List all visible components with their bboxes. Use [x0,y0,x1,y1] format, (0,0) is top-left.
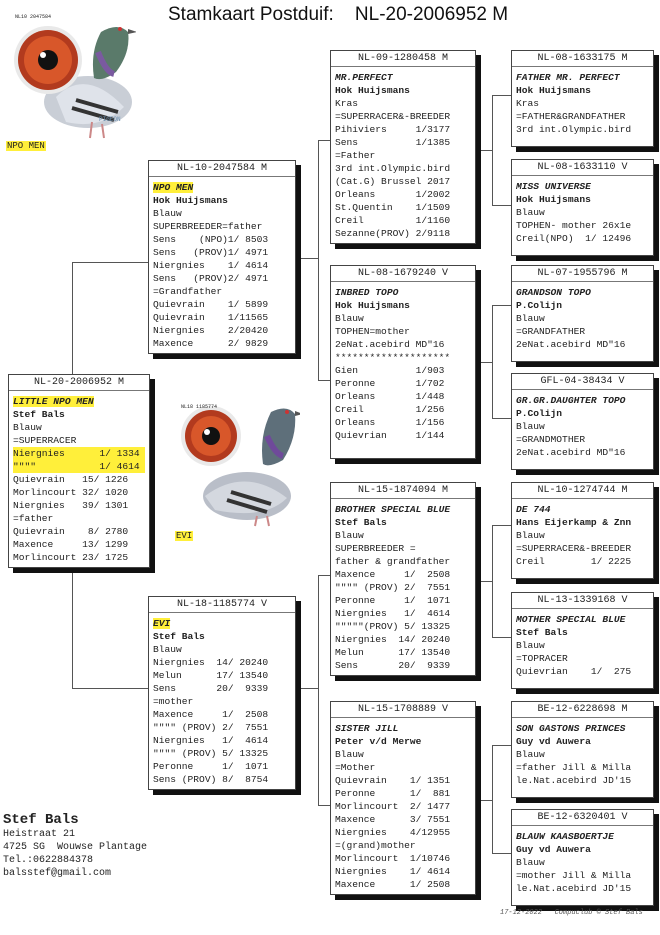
connector [492,745,493,853]
pigeon-name: SON GASTONS PRINCES [516,723,626,734]
ring-number: NL-15-1874094 M [331,483,475,499]
ring-number: NL-18-1185774 V [149,597,295,613]
result-line: Maxence 1/ 2508 [335,879,451,890]
result-line: Maxence 3/ 7551 [335,814,451,825]
result-line: """" (PROV) 2/ 7551 [153,722,269,733]
pigeon-name: BLAUW KAASBOERTJE [516,831,614,842]
result-line: =SUPERRACER&-BREEDER [335,111,451,122]
result-line: Peronne 1/ 881 [335,788,451,799]
result-line: Maxence 2/ 9829 [153,338,269,349]
result-line: Niergnies 14/ 20240 [335,634,451,645]
result-line: Blauw [335,530,364,541]
ring-number: GFL-04-38434 V [512,374,653,390]
result-line: 2eNat.acebird MD"16 [335,339,445,350]
result-line: le.Nat.acebird JD'15 [516,775,632,786]
result-line: Niergnies 1/ 4614 [335,866,451,877]
result-line: Peronne 1/702 [335,378,445,389]
result-line: Maxence 1/ 2508 [153,709,269,720]
breeder-name: Stef Bals [516,627,568,638]
result-line: Sens (PROV)1/ 4971 [153,247,269,258]
connector [477,362,493,363]
pigeon-name: MR.PERFECT [335,72,393,83]
result-line: Niergnies 1/ 1334 [13,447,145,460]
result-line: Quievrain 1/11565 [153,312,269,323]
pedigree-card-fmf [511,265,654,362]
result-line: Peronne 1/ 1071 [153,761,269,772]
connector [477,150,493,151]
result-line: Niergnies 4/12955 [335,827,451,838]
pigeon-name [153,181,291,194]
pedigree-card-fmm [511,373,654,470]
result-line: TOPHEN- mother 26x1e [516,220,632,231]
pedigree-card-mfm [511,592,654,689]
result-line: Blauw [153,644,182,655]
result-line: Kras [516,98,540,109]
connector [492,637,512,638]
pedigree-card-subject [8,374,150,568]
result-line: Niergnies 2/20420 [153,325,269,336]
connector [318,140,319,380]
connector [492,853,512,854]
pedigree-card-ffm [511,159,654,256]
owner-line: Heistraat 21 [3,829,76,840]
result-line: Blauw [13,422,42,433]
connector [477,800,493,801]
pedigree-card-mother [148,596,296,790]
result-line: Niergnies 1/ 4614 [153,735,269,746]
result-line: (Cat.G) Brussel 2017 [335,176,451,187]
result-line: Blauw [516,421,545,432]
result-line: =Grandfather [153,286,223,297]
result-line: Niergnies 1/ 4614 [153,260,269,271]
result-line: =GRANDFATHER [516,326,586,337]
pedigree-card-father [148,160,296,354]
footer-credit: 17-12-2022 Compuclub © Stef Bals [500,909,643,917]
result-line: Morlincourt 2/ 1477 [335,801,451,812]
result-line: =TOPRACER [516,653,568,664]
result-line: Sens 20/ 9339 [335,660,451,671]
result-line: Melun 17/ 13540 [335,647,451,658]
breeder-name: Stef Bals [335,517,387,528]
result-line: Quievrian 1/144 [335,430,445,441]
pigeon-name: MISS UNIVERSE [516,181,591,192]
result-line: Quievrain 1/ 1351 [335,775,451,786]
pedigree-card-mmm [511,809,654,906]
pigeon-name [13,395,145,408]
connector [492,95,512,96]
result-line: ******************** [335,352,451,363]
pigeon-name: DE 744 [516,504,551,515]
result-line: Quievrain 15/ 1226 [13,474,129,485]
pigeon-name: MOTHER SPECIAL BLUE [516,614,626,625]
connector [477,581,493,582]
breeder-name: Hok Huijsmans [516,85,591,96]
result-line: Blauw [516,857,545,868]
result-line: Blauw [335,749,364,760]
photo-watermark: PIGEON [99,116,121,123]
owner-block [3,812,147,880]
result-line: TOPHEN=mother [335,326,410,337]
connector [72,262,73,374]
result-line: =Father [335,150,376,161]
result-line: """" (PROV) 2/ 7551 [335,582,451,593]
ring-number: NL-08-1633110 V [512,160,653,176]
result-line: Orleans 1/2002 [335,189,451,200]
result-line: Maxence 13/ 1299 [13,539,129,550]
ring-number: NL-08-1633175 M [512,51,653,67]
result-line: Quievrian 1/ 275 [516,666,632,677]
result-line: Blauw [516,313,545,324]
result-line: =father [13,513,54,524]
result-line: St.Quentin 1/1509 [335,202,451,213]
page-title: Stamkaart Postduif: NL-20-2006952 M [168,4,509,25]
result-line: Gien 1/903 [335,365,445,376]
pigeon-name: GR.GR.DAUGHTER TOPO [516,395,626,406]
pedigree-card-mm [330,701,476,895]
pigeon-ring-mother: NL18 1185774 [181,404,218,410]
ring-number: NL-10-1274744 M [512,483,653,499]
result-line: Quievrain 1/ 5899 [153,299,269,310]
result-line: Blauw [153,208,182,219]
result-line: 2eNat.acebird MD"16 [516,447,626,458]
pedigree-card-fm [330,265,476,459]
result-line: 2eNat.acebird MD"16 [516,339,626,350]
result-line: =SUPERRACER [13,435,77,446]
result-line: Creil 1/1160 [335,215,451,226]
connector [492,418,512,419]
breeder-name: Guy vd Auwera [516,736,591,747]
result-line: le.Nat.acebird JD'15 [516,883,632,894]
connector [297,688,319,689]
result-line: =(grand)mother [335,840,416,851]
breeder-name: P.Colijn [516,300,563,311]
pedigree-card-mmf [511,701,654,798]
owner-email: balsstef@gmail.com [3,868,112,879]
result-line: SUPERBREEDER = [335,543,416,554]
connector [72,688,149,689]
result-line: Sens (NPO)1/ 8503 [153,234,269,245]
result-line: Blauw [335,313,364,324]
result-line: Quievrain 8/ 2780 [13,526,129,537]
result-line: Orleans 1/448 [335,391,445,402]
pedigree-card-mff [511,482,654,579]
result-line: =FATHER&GRANDFATHER [516,111,626,122]
result-line: Creil 1/256 [335,404,445,415]
result-line: SUPERBREEDER=father [153,221,263,232]
breeder-name: Peter v/d Merwe [335,736,422,747]
pedigree-card-mf [330,482,476,676]
owner-line: 4725 SG Wouwse Plantage [3,842,148,853]
pigeon-ring-father: NL10 2047584 [15,14,52,20]
connector [297,258,319,259]
photo-label-mother: EVI [176,531,193,541]
result-line: Blauw [516,749,545,760]
result-line: Maxence 1/ 2508 [335,569,451,580]
pedigree-card-fff [511,50,654,147]
pigeon-name: GRANDSON TOPO [516,287,591,298]
connector [492,745,512,746]
breeder-name: Stef Bals [153,631,205,642]
result-line: Niergnies 14/ 20240 [153,657,269,668]
connector [492,525,512,526]
connector [492,305,512,306]
pigeon-name [153,617,291,630]
result-line: 3rd int.Olympic.bird [516,124,632,135]
pigeon-name-highlight: NPO MEN [153,182,194,193]
result-line: Kras [335,98,359,109]
ring-number: NL-13-1339168 V [512,593,653,609]
result-line: Niergnies 39/ 1301 [13,500,129,511]
result-line: Pihiviers 1/3177 [335,124,451,135]
pedigree-card-ff [330,50,476,244]
owner-name: Stef Bals [3,812,79,828]
result-line: =father Jill & Milla [516,762,632,773]
pigeon-name: INBRED TOPO [335,287,399,298]
result-line: Morlincourt 23/ 1725 [13,552,129,563]
result-line: Morlincourt 1/10746 [335,853,451,864]
result-line: father & grandfather [335,556,451,567]
ring-number: NL-09-1280458 M [331,51,475,67]
ring-number: BE-12-6228698 M [512,702,653,718]
result-line: """""(PROV) 5/ 13325 [335,621,451,632]
result-line: Creil(NPO) 1/ 12496 [516,233,632,244]
result-line: 3rd int.Olympic.bird [335,163,451,174]
result-line: Melun 17/ 13540 [153,670,269,681]
ring-number: NL-20-2006952 M [9,375,149,391]
pigeon-name: BROTHER SPECIAL BLUE [335,504,451,515]
breeder-name: Guy vd Auwera [516,844,591,855]
ring-number: NL-07-1955796 M [512,266,653,282]
connector [318,575,319,805]
pigeon-photo-mother [175,398,300,528]
breeder-name: Hok Huijsmans [335,85,410,96]
ring-number: BE-12-6320401 V [512,810,653,826]
connector [492,205,512,206]
result-line: Sens 20/ 9339 [153,683,269,694]
result-line: Blauw [516,207,545,218]
pigeon-name: SISTER JILL [335,723,399,734]
owner-line: Tel.:0622884378 [3,855,94,866]
ring-number: NL-08-1679240 V [331,266,475,282]
breeder-name: Hans Eijerkamp & Znn [516,517,632,528]
result-line: Sens (PROV) 8/ 8754 [153,774,269,785]
result-line: Blauw [516,640,545,651]
result-line: =mother [153,696,194,707]
breeder-name: Hok Huijsmans [516,194,591,205]
pigeon-name-highlight: EVI [153,618,171,629]
result-line: =SUPERRACER&-BREEDER [516,543,632,554]
pigeon-name-highlight: LITTLE NPO MEN [13,396,94,407]
result-line: """" 1/ 4614 [13,460,145,473]
ring-number: NL-10-2047584 M [149,161,295,177]
result-line: Sens (PROV)2/ 4971 [153,273,269,284]
breeder-name: Hok Huijsmans [153,195,228,206]
photo-label-father: NPO MEN [7,141,45,151]
ring-number: NL-15-1708889 V [331,702,475,718]
result-line: Morlincourt 32/ 1020 [13,487,129,498]
breeder-name: Stef Bals [13,409,65,420]
breeder-name: P.Colijn [516,408,563,419]
pigeon-name: FATHER MR. PERFECT [516,72,620,83]
result-line: Niergnies 1/ 4614 [335,608,451,619]
connector [72,262,149,263]
result-line: =GRANDMOTHER [516,434,586,445]
breeder-name: Hok Huijsmans [335,300,410,311]
result-line: Sezanne(PROV) 2/9118 [335,228,451,239]
result-line: Sens 1/1385 [335,137,451,148]
result-line: =mother Jill & Milla [516,870,632,881]
result-line: Blauw [516,530,545,541]
result-line: Creil 1/ 2225 [516,556,632,567]
result-line: Peronne 1/ 1071 [335,595,451,606]
result-line: Orleans 1/156 [335,417,445,428]
connector [72,568,73,688]
result-line: =Mother [335,762,376,773]
result-line: """" (PROV) 5/ 13325 [153,748,269,759]
